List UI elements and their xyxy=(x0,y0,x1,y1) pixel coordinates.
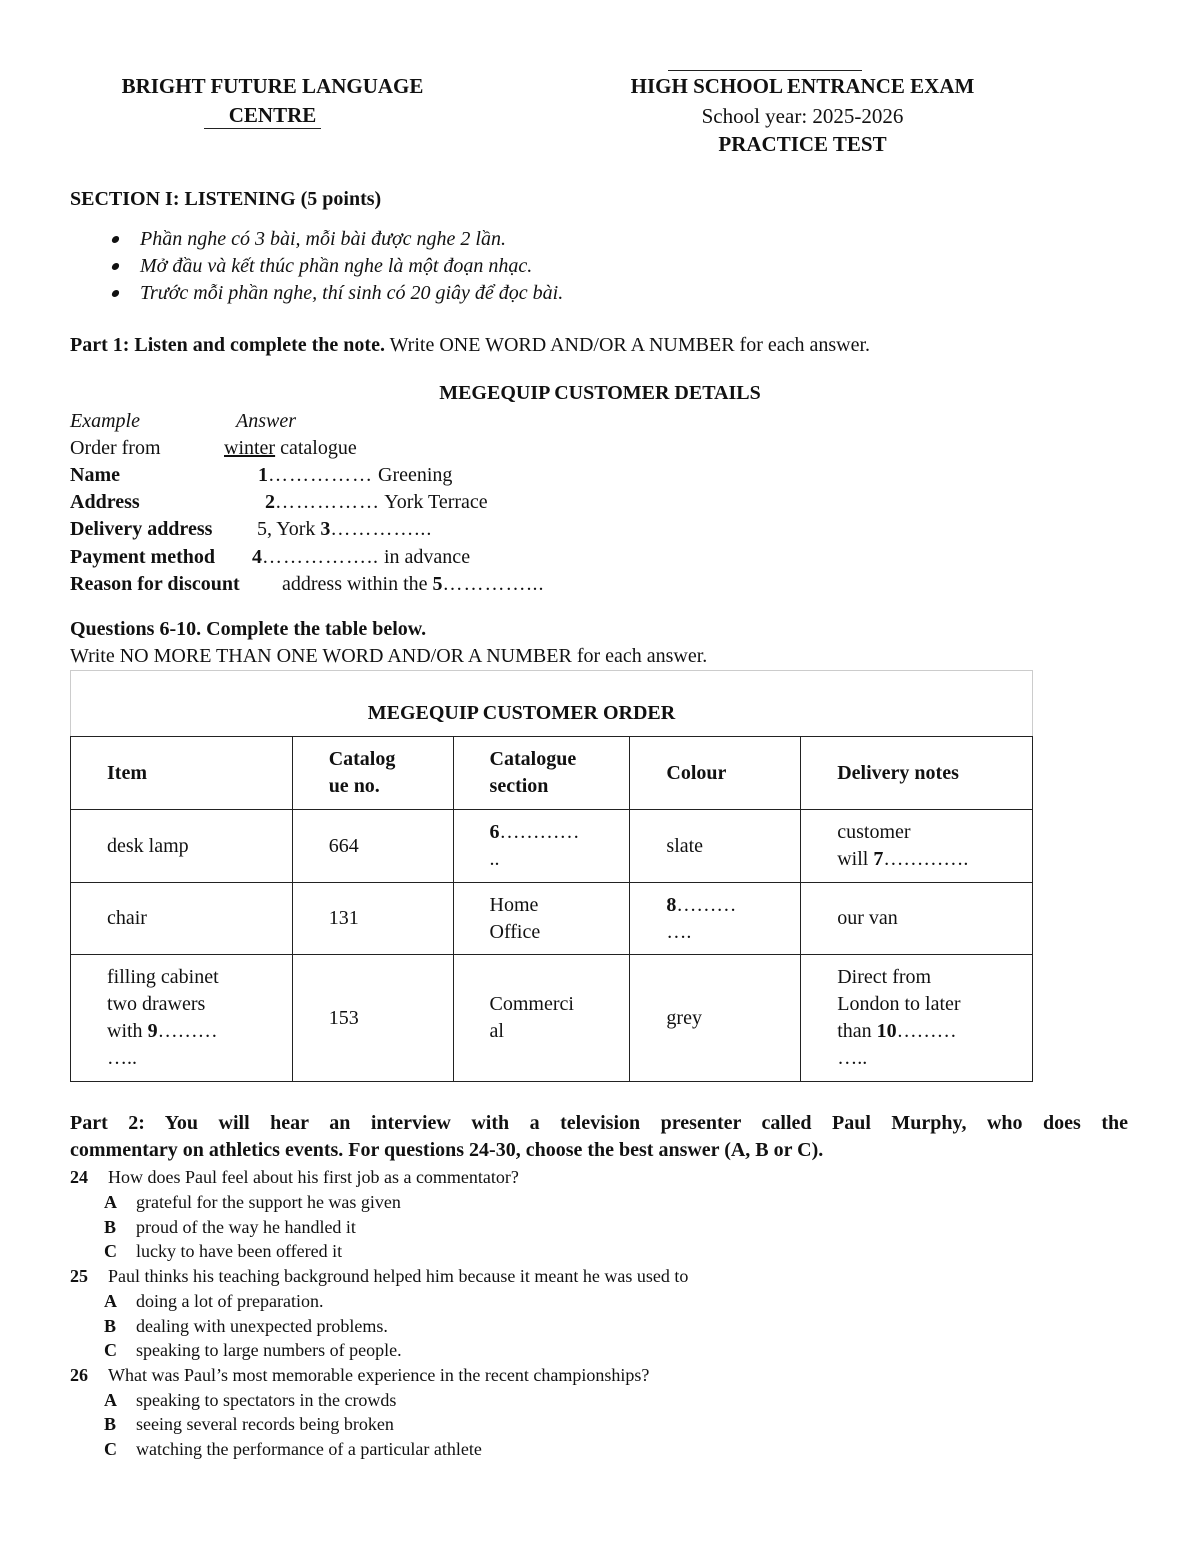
table-row xyxy=(71,810,1033,883)
notes-suffix: in advance xyxy=(379,546,471,568)
option-text: proud of the way he handled it xyxy=(136,1217,356,1237)
cell-catalogue-no: 664 xyxy=(292,810,453,883)
option-letter: A xyxy=(104,1291,117,1311)
notes-label: Delivery address xyxy=(70,518,213,540)
example-answer: winter xyxy=(224,437,276,459)
option-letter: B xyxy=(104,1217,117,1237)
question-number: 3 xyxy=(320,518,331,540)
centre-name-line2: CENTRE xyxy=(228,103,317,127)
option-letter: B xyxy=(104,1414,117,1434)
option-letter: C xyxy=(104,1439,117,1459)
part1-rest: for each answer. xyxy=(739,334,871,356)
answer-blank[interactable]: ………… .. xyxy=(489,821,580,870)
answer-label: Answer xyxy=(236,410,296,432)
option-26-a[interactable] xyxy=(104,1388,396,1413)
notes-text: Direct from London to later than xyxy=(837,966,961,1042)
cell-item xyxy=(71,955,293,1082)
answer-blank[interactable]: …………. xyxy=(883,848,969,870)
school-year: School year: 2025-2026 xyxy=(701,104,904,128)
cell-item: chair xyxy=(71,883,293,955)
option-25-c[interactable] xyxy=(104,1338,402,1363)
answer-blank[interactable]: …………... xyxy=(442,573,545,595)
question-number: 24 xyxy=(70,1167,88,1187)
part2-intro-line2: commentary on athletics events. For questions 24-30, choose the best answer (A, B or C). xyxy=(70,1139,824,1161)
centre-underline xyxy=(204,128,321,129)
part2-intro-line1: Part 2: You will hear an interview with a television presenter called Paul Murphy, who does the xyxy=(70,1112,1128,1134)
answer-blank[interactable]: ……… ….. xyxy=(837,1020,957,1069)
exam-title: HIGH SCHOOL ENTRANCE EXAM xyxy=(630,74,975,98)
answer-blank[interactable]: ……… ….. xyxy=(107,1020,218,1069)
part1-heading: Part 1: Listen and complete the note. xyxy=(70,334,385,356)
q6-10-emphasis: NO MORE THAN ONE WORD AND/OR A NUMBER xyxy=(119,645,572,667)
instruction-item: Trước mỗi phần nghe, thí sinh có 20 giây để đọc bài. xyxy=(70,280,970,307)
header-catalogue-section: Catalogue section xyxy=(453,737,630,810)
instruction-item: Mở đầu và kết thúc phần nghe là một đoạn nhạc. xyxy=(70,253,970,280)
part1-instructions xyxy=(70,334,870,357)
question-number: 25 xyxy=(70,1266,88,1286)
option-text: speaking to spectators in the crowds xyxy=(136,1390,397,1410)
option-text: dealing with unexpected problems. xyxy=(136,1316,388,1336)
question-number: 10 xyxy=(876,1020,897,1042)
order-table xyxy=(70,736,1033,1082)
option-text: seeing several records being broken xyxy=(136,1414,394,1434)
option-25-b[interactable] xyxy=(104,1314,388,1339)
header-rule xyxy=(668,70,862,71)
option-letter: A xyxy=(104,1192,117,1212)
cell-catalogue-no: 131 xyxy=(292,883,453,955)
question-number: 8 xyxy=(666,893,677,916)
part1-write: Write xyxy=(389,334,435,356)
answer-blank[interactable]: …………… xyxy=(275,491,380,513)
table-row xyxy=(71,883,1033,955)
cell-catalogue-no: 153 xyxy=(292,955,453,1082)
example-field: Order from xyxy=(70,437,161,459)
option-24-c[interactable] xyxy=(104,1239,342,1264)
header-catalogue-no: Catalog ue no. xyxy=(292,737,453,810)
q6-10-write: Write xyxy=(70,645,115,667)
notes-title: MEGEQUIP CUSTOMER DETAILS xyxy=(439,382,761,404)
cell-section: Commerci al xyxy=(453,955,630,1082)
table-header-row xyxy=(71,737,1033,810)
question-text: How does Paul feel about his first job as a commentator? xyxy=(108,1167,519,1187)
table-title xyxy=(70,702,1033,725)
option-26-c[interactable] xyxy=(104,1437,482,1462)
example-label: Example xyxy=(70,410,140,432)
question-24 xyxy=(70,1165,519,1190)
centre-name-line1: BRIGHT FUTURE LANGUAGE xyxy=(121,74,424,98)
cell-delivery-notes xyxy=(801,810,1033,883)
cell-colour xyxy=(630,883,801,955)
notes-text: customer will xyxy=(837,821,911,870)
question-text: What was Paul’s most memorable experience in the recent championships? xyxy=(108,1365,650,1385)
part1-emphasis: ONE WORD AND/OR A NUMBER xyxy=(439,334,735,356)
option-26-b[interactable] xyxy=(104,1412,394,1437)
question-25 xyxy=(70,1264,688,1289)
q6-10-rest: for each answer. xyxy=(576,645,708,667)
notes-prefix: 5, York xyxy=(257,518,321,540)
answer-blank[interactable]: ……… …. xyxy=(666,893,737,943)
question-number: 1 xyxy=(258,464,268,486)
q6-10-instructions xyxy=(70,645,707,668)
question-number: 9 xyxy=(147,1020,158,1042)
notes-suffix: Greening xyxy=(373,464,453,486)
cell-delivery-notes: our van xyxy=(801,883,1033,955)
option-text: grateful for the support he was given xyxy=(136,1192,401,1212)
option-text: lucky to have been offered it xyxy=(136,1241,343,1261)
question-number: 26 xyxy=(70,1365,88,1385)
section-title: SECTION I: LISTENING (5 points) xyxy=(70,188,382,210)
question-number: 5 xyxy=(432,573,443,595)
notes-suffix: York Terrace xyxy=(380,491,488,513)
notes-label: Reason for discount xyxy=(70,573,240,595)
practice-test-label: PRACTICE TEST xyxy=(718,132,887,156)
cell-item: desk lamp xyxy=(71,810,293,883)
option-24-a[interactable] xyxy=(104,1190,401,1215)
header-colour: Colour xyxy=(630,737,801,810)
option-letter: C xyxy=(104,1241,117,1261)
option-text: speaking to large numbers of people. xyxy=(136,1340,402,1360)
notes-prefix: address within the xyxy=(282,573,433,595)
question-number: 2 xyxy=(265,491,275,513)
answer-blank[interactable]: …………... xyxy=(330,518,433,540)
answer-blank[interactable]: …………… xyxy=(268,464,373,486)
cell-colour: slate xyxy=(630,810,801,883)
option-letter: B xyxy=(104,1316,117,1336)
table-row xyxy=(71,955,1033,1082)
question-number: 6 xyxy=(489,821,500,843)
notes-label: Payment method xyxy=(70,546,215,568)
instruction-item: Phần nghe có 3 bài, mỗi bài được nghe 2 lần. xyxy=(70,226,970,253)
question-number: 4 xyxy=(252,546,262,568)
example-answer-rest: catalogue xyxy=(280,437,357,459)
option-25-a[interactable] xyxy=(104,1289,323,1314)
option-text: doing a lot of preparation. xyxy=(136,1291,324,1311)
option-text: watching the performance of a particular athlete xyxy=(136,1439,482,1459)
header-delivery-notes: Delivery notes xyxy=(801,737,1033,810)
table-title-text: MEGEQUIP CUSTOMER ORDER xyxy=(367,702,676,724)
question-text: Paul thinks his teaching background helped him because it meant he was used to xyxy=(108,1266,689,1286)
cell-colour: grey xyxy=(630,955,801,1082)
cell-section: Home Office xyxy=(453,883,630,955)
notes-label: Address xyxy=(70,491,140,513)
notes-label: Name xyxy=(70,464,120,486)
instruction-list xyxy=(70,226,970,307)
q6-10-title: Questions 6-10. Complete the table below. xyxy=(70,618,427,640)
question-number: 7 xyxy=(873,848,884,870)
option-letter: C xyxy=(104,1340,117,1360)
question-26 xyxy=(70,1363,649,1388)
option-letter: A xyxy=(104,1390,117,1410)
cell-delivery-notes xyxy=(801,955,1033,1082)
option-24-b[interactable] xyxy=(104,1215,356,1240)
answer-blank[interactable]: …………….. xyxy=(262,546,379,568)
cell-section xyxy=(453,810,630,883)
header-item: Item xyxy=(71,737,293,810)
item-text: filling cabinet two drawers with xyxy=(107,966,219,1042)
